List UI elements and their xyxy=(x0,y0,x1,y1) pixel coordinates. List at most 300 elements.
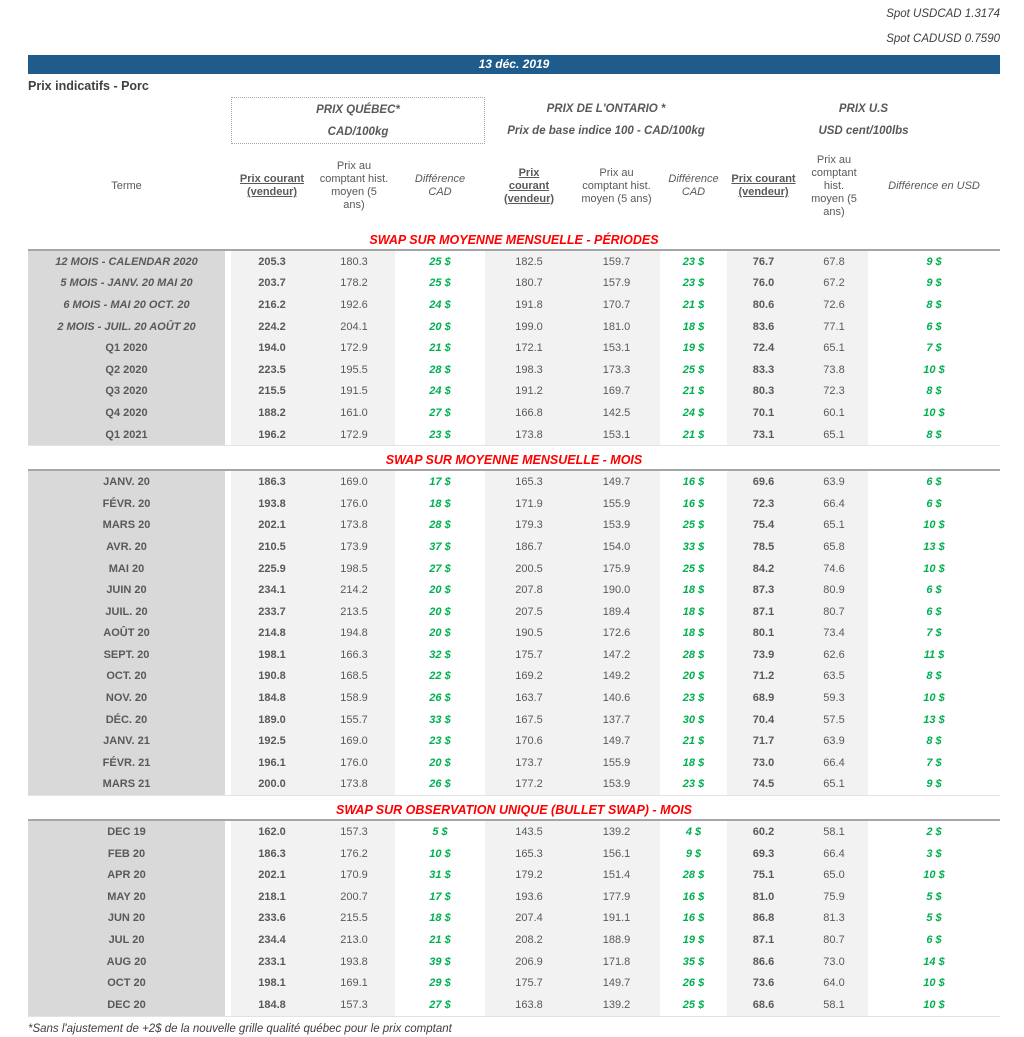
qc-prix-comptant: 195.5 xyxy=(313,359,395,381)
row-terme: JANV. 20 xyxy=(28,471,225,493)
us-difference-usd: 10 $ xyxy=(923,977,945,990)
qc-difference-cad: 18 $ xyxy=(429,912,451,925)
us-prix-courant: 80.6 xyxy=(727,294,800,316)
on-difference-cad: 18 $ xyxy=(682,627,705,640)
qc-prix-comptant: 173.8 xyxy=(313,774,395,796)
qc-prix-comptant: 193.8 xyxy=(313,951,395,973)
us-prix-comptant: 57.5 xyxy=(800,709,868,731)
qc-prix-courant: 225.9 xyxy=(231,558,313,580)
on-prix-comptant: 142.5 xyxy=(573,402,660,424)
on-prix-comptant: 173.3 xyxy=(573,359,660,381)
us-group-unit: USD cent/100lbs xyxy=(818,125,909,137)
table-row xyxy=(28,402,1000,424)
qc-difference-cad: 24 $ xyxy=(429,385,451,398)
qc-difference-cad: 33 $ xyxy=(429,713,451,726)
on-prix-comptant: 156.1 xyxy=(573,843,660,865)
us-prix-comptant: 65.1 xyxy=(800,337,868,359)
on-difference-cad: 25 $ xyxy=(682,998,705,1011)
on-difference-cad: 24 $ xyxy=(682,406,705,419)
us-prix-comptant: 66.4 xyxy=(800,752,868,774)
on-difference-cad: 19 $ xyxy=(682,342,705,355)
qc-prix-courant: 205.3 xyxy=(231,251,313,273)
qc-courant-header: Prix courant (vendeur) xyxy=(239,173,305,198)
table-row xyxy=(28,294,1000,316)
us-prix-comptant: 58.1 xyxy=(800,994,868,1016)
qc-prix-comptant: 215.5 xyxy=(313,908,395,930)
table-row xyxy=(28,359,1000,381)
on-prix-courant: 173.8 xyxy=(485,424,573,446)
us-prix-courant: 68.9 xyxy=(727,687,800,709)
us-difference-usd: 8 $ xyxy=(926,428,942,441)
date-banner xyxy=(28,55,1000,74)
on-difference-cad: 23 $ xyxy=(682,778,705,791)
table-row xyxy=(28,424,1000,446)
us-group-header xyxy=(727,97,1000,144)
qc-prix-comptant: 169.0 xyxy=(313,471,395,493)
on-difference-cad: 21 $ xyxy=(682,428,705,441)
qc-prix-courant: 233.7 xyxy=(231,601,313,623)
row-terme: FEB 20 xyxy=(28,843,225,865)
us-difference-usd: 7 $ xyxy=(926,627,942,640)
on-difference-cad: 18 $ xyxy=(682,320,705,333)
on-prix-comptant: 177.9 xyxy=(573,886,660,908)
qc-prix-courant: 210.5 xyxy=(231,536,313,558)
us-difference-usd: 14 $ xyxy=(923,955,945,968)
us-prix-comptant: 59.3 xyxy=(800,687,868,709)
us-difference-usd: 10 $ xyxy=(923,869,945,882)
us-prix-comptant: 58.1 xyxy=(800,821,868,843)
qc-prix-comptant: 180.3 xyxy=(313,251,395,273)
qc-prix-courant: 202.1 xyxy=(231,864,313,886)
us-difference-usd: 9 $ xyxy=(926,255,942,268)
on-difference-cad: 9 $ xyxy=(685,847,702,860)
row-terme: Q1 2021 xyxy=(28,424,225,446)
on-prix-comptant: 149.7 xyxy=(573,471,660,493)
table-row xyxy=(28,623,1000,645)
on-prix-comptant: 139.2 xyxy=(573,821,660,843)
on-difference-cad: 26 $ xyxy=(682,977,705,990)
on-prix-courant: 163.8 xyxy=(485,994,573,1016)
on-prix-comptant: 170.7 xyxy=(573,294,660,316)
us-difference-usd: 5 $ xyxy=(926,890,942,903)
on-difference-cad: 16 $ xyxy=(682,497,705,510)
qc-difference-cad: 20 $ xyxy=(429,627,451,640)
qc-prix-courant: 202.1 xyxy=(231,515,313,537)
qc-prix-courant: 200.0 xyxy=(231,774,313,796)
on-difference-cad: 23 $ xyxy=(682,255,705,268)
quebec-group-unit: CAD/100kg xyxy=(327,126,389,138)
table-row xyxy=(28,536,1000,558)
ontario-group-header xyxy=(485,97,727,144)
qc-difference-cad: 31 $ xyxy=(429,869,451,882)
table-row xyxy=(28,251,1000,273)
us-prix-comptant: 73.0 xyxy=(800,951,868,973)
on-prix-comptant: 149.7 xyxy=(573,972,660,994)
on-prix-courant: 163.7 xyxy=(485,687,573,709)
on-prix-comptant: 140.6 xyxy=(573,687,660,709)
qc-difference-cad: 27 $ xyxy=(429,562,451,575)
qc-prix-comptant: 176.2 xyxy=(313,843,395,865)
section-block xyxy=(28,249,1000,446)
on-prix-comptant: 137.7 xyxy=(573,709,660,731)
qc-prix-courant: 196.1 xyxy=(231,752,313,774)
us-prix-courant: 75.4 xyxy=(727,515,800,537)
us-prix-comptant: 63.9 xyxy=(800,471,868,493)
qc-prix-courant: 198.1 xyxy=(231,644,313,666)
qc-difference-cad: 28 $ xyxy=(429,519,451,532)
qc-prix-courant: 162.0 xyxy=(231,821,313,843)
on-difference-cad: 28 $ xyxy=(682,648,705,661)
us-prix-comptant: 72.3 xyxy=(800,381,868,403)
table-row xyxy=(28,821,1000,843)
us-prix-courant: 78.5 xyxy=(727,536,800,558)
table-row xyxy=(28,951,1000,973)
us-prix-comptant: 63.9 xyxy=(800,730,868,752)
us-difference-usd: 10 $ xyxy=(923,363,945,376)
us-prix-comptant: 63.5 xyxy=(800,666,868,688)
us-prix-comptant: 73.8 xyxy=(800,359,868,381)
spot-usdcad: Spot USDCAD 1.3174 xyxy=(886,8,1000,20)
us-difference-header: Différence en USD xyxy=(888,179,980,192)
row-terme: Q2 2020 xyxy=(28,359,225,381)
qc-prix-courant: 189.0 xyxy=(231,709,313,731)
on-difference-cad: 33 $ xyxy=(682,540,705,553)
us-difference-usd: 6 $ xyxy=(926,476,942,489)
on-prix-courant: 191.8 xyxy=(485,294,573,316)
us-difference-usd: 5 $ xyxy=(926,912,942,925)
qc-difference-cad: 29 $ xyxy=(429,977,451,990)
qc-difference-cad: 20 $ xyxy=(429,756,451,769)
on-difference-cad: 18 $ xyxy=(682,605,705,618)
qc-prix-courant: 190.8 xyxy=(231,666,313,688)
row-terme: MARS 20 xyxy=(28,515,225,537)
us-difference-usd: 10 $ xyxy=(923,406,945,419)
on-prix-comptant: 147.2 xyxy=(573,644,660,666)
qc-prix-comptant: 173.8 xyxy=(313,515,395,537)
qc-difference-cad: 39 $ xyxy=(429,955,451,968)
qc-prix-courant: 203.7 xyxy=(231,273,313,295)
on-difference-cad: 30 $ xyxy=(682,713,705,726)
on-prix-comptant: 155.9 xyxy=(573,752,660,774)
qc-prix-courant: 196.2 xyxy=(231,424,313,446)
qc-difference-cad: 27 $ xyxy=(429,406,451,419)
qc-prix-courant: 192.5 xyxy=(231,730,313,752)
row-terme: Q1 2020 xyxy=(28,337,225,359)
table-row xyxy=(28,908,1000,930)
qc-prix-comptant: 178.2 xyxy=(313,273,395,295)
us-prix-comptant: 80.9 xyxy=(800,579,868,601)
on-prix-courant: 179.2 xyxy=(485,864,573,886)
table-row xyxy=(28,774,1000,796)
on-prix-courant: 173.7 xyxy=(485,752,573,774)
on-prix-courant: 165.3 xyxy=(485,471,573,493)
us-difference-usd: 13 $ xyxy=(923,713,945,726)
on-prix-courant: 143.5 xyxy=(485,821,573,843)
us-prix-comptant: 65.1 xyxy=(800,774,868,796)
qc-difference-cad: 17 $ xyxy=(429,476,451,489)
us-difference-usd: 10 $ xyxy=(923,562,945,575)
us-courant-header: Prix courant (vendeur) xyxy=(731,173,796,198)
table-row xyxy=(28,730,1000,752)
us-difference-usd: 11 $ xyxy=(923,648,945,661)
on-prix-comptant: 191.1 xyxy=(573,908,660,930)
on-prix-courant: 170.6 xyxy=(485,730,573,752)
table-row xyxy=(28,843,1000,865)
qc-prix-courant: 218.1 xyxy=(231,886,313,908)
on-prix-comptant: 153.9 xyxy=(573,515,660,537)
on-prix-courant: 175.7 xyxy=(485,644,573,666)
us-prix-comptant: 66.4 xyxy=(800,843,868,865)
us-prix-courant: 60.2 xyxy=(727,821,800,843)
section-title: SWAP SUR MOYENNE MENSUELLE - MOIS xyxy=(385,453,643,468)
us-prix-comptant: 60.1 xyxy=(800,402,868,424)
us-prix-courant: 87.3 xyxy=(727,579,800,601)
on-prix-courant: 175.7 xyxy=(485,972,573,994)
section-block xyxy=(28,819,1000,1016)
table-row xyxy=(28,752,1000,774)
us-difference-usd: 9 $ xyxy=(926,277,942,290)
on-difference-header: Différence CAD xyxy=(668,173,719,198)
on-prix-courant: 172.1 xyxy=(485,337,573,359)
us-difference-usd: 8 $ xyxy=(926,298,942,311)
us-difference-usd: 6 $ xyxy=(926,497,942,510)
us-difference-usd: 13 $ xyxy=(923,540,945,553)
on-prix-comptant: 153.9 xyxy=(573,774,660,796)
on-difference-cad: 19 $ xyxy=(682,934,705,947)
qc-difference-cad: 28 $ xyxy=(429,363,451,376)
row-terme: FÉVR. 20 xyxy=(28,493,225,515)
table-row xyxy=(28,687,1000,709)
on-prix-courant: 167.5 xyxy=(485,709,573,731)
us-prix-courant: 69.3 xyxy=(727,843,800,865)
on-difference-cad: 16 $ xyxy=(682,476,705,489)
us-prix-courant: 73.1 xyxy=(727,424,800,446)
table-row xyxy=(28,316,1000,338)
qc-difference-cad: 25 $ xyxy=(429,277,451,290)
row-terme: SEPT. 20 xyxy=(28,644,225,666)
qc-prix-comptant: 169.0 xyxy=(313,730,395,752)
us-difference-usd: 9 $ xyxy=(926,778,942,791)
on-prix-courant: 179.3 xyxy=(485,515,573,537)
us-difference-usd: 6 $ xyxy=(926,584,942,597)
on-comptant-header: Prix au comptant hist. moyen (5 ans) xyxy=(581,166,652,205)
us-prix-comptant: 73.4 xyxy=(800,623,868,645)
on-prix-comptant: 149.2 xyxy=(573,666,660,688)
quebec-group-header xyxy=(231,97,485,144)
qc-difference-cad: 21 $ xyxy=(429,342,451,355)
us-prix-comptant: 65.1 xyxy=(800,424,868,446)
qc-prix-comptant: 204.1 xyxy=(313,316,395,338)
on-difference-cad: 35 $ xyxy=(682,955,705,968)
table-row xyxy=(28,381,1000,403)
row-terme: MARS 21 xyxy=(28,774,225,796)
page-title: Prix indicatifs - Porc xyxy=(28,79,149,93)
on-difference-cad: 18 $ xyxy=(682,584,705,597)
ontario-group-unit: Prix de base indice 100 - CAD/100kg xyxy=(507,125,705,137)
us-prix-comptant: 81.3 xyxy=(800,908,868,930)
qc-prix-courant: 193.8 xyxy=(231,493,313,515)
table-row xyxy=(28,601,1000,623)
qc-difference-cad: 5 $ xyxy=(432,826,448,839)
qc-prix-comptant: 214.2 xyxy=(313,579,395,601)
qc-difference-cad: 23 $ xyxy=(429,428,451,441)
row-terme: Q3 2020 xyxy=(28,381,225,403)
qc-prix-comptant: 213.0 xyxy=(313,929,395,951)
qc-difference-cad: 21 $ xyxy=(429,934,451,947)
on-prix-courant: 171.9 xyxy=(485,493,573,515)
table-row xyxy=(28,273,1000,295)
on-prix-courant: 191.2 xyxy=(485,381,573,403)
on-difference-cad: 16 $ xyxy=(682,912,705,925)
qc-prix-courant: 214.8 xyxy=(231,623,313,645)
row-terme: JUN 20 xyxy=(28,908,225,930)
us-prix-courant: 83.6 xyxy=(727,316,800,338)
qc-prix-courant: 194.0 xyxy=(231,337,313,359)
on-prix-courant: 207.8 xyxy=(485,579,573,601)
us-difference-usd: 8 $ xyxy=(926,670,942,683)
on-prix-courant: 169.2 xyxy=(485,666,573,688)
table-row xyxy=(28,709,1000,731)
on-difference-cad: 25 $ xyxy=(682,562,705,575)
us-prix-courant: 86.6 xyxy=(727,951,800,973)
us-prix-courant: 70.1 xyxy=(727,402,800,424)
on-difference-cad: 4 $ xyxy=(685,826,702,839)
us-prix-comptant: 74.6 xyxy=(800,558,868,580)
on-difference-cad: 28 $ xyxy=(682,869,705,882)
row-terme: DÉC. 20 xyxy=(28,709,225,731)
on-prix-courant: 190.5 xyxy=(485,623,573,645)
on-difference-cad: 25 $ xyxy=(682,363,705,376)
qc-prix-comptant: 200.7 xyxy=(313,886,395,908)
us-prix-courant: 71.2 xyxy=(727,666,800,688)
on-courant-header: Prix courant (vendeur) xyxy=(503,166,555,205)
table-row xyxy=(28,493,1000,515)
us-prix-comptant: 62.6 xyxy=(800,644,868,666)
qc-difference-cad: 23 $ xyxy=(429,735,451,748)
table-row xyxy=(28,972,1000,994)
qc-comptant-header: Prix au comptant hist. moyen (5 ans) xyxy=(319,160,389,211)
row-terme: AOÛT 20 xyxy=(28,623,225,645)
qc-prix-comptant: 192.6 xyxy=(313,294,395,316)
qc-difference-cad: 22 $ xyxy=(429,670,451,683)
on-prix-comptant: 171.8 xyxy=(573,951,660,973)
report-date: 13 déc. 2019 xyxy=(478,57,550,71)
qc-difference-cad: 20 $ xyxy=(429,320,451,333)
us-prix-comptant: 72.6 xyxy=(800,294,868,316)
on-prix-courant: 193.6 xyxy=(485,886,573,908)
spot-cadusd: Spot CADUSD 0.7590 xyxy=(886,33,1000,45)
qc-prix-courant: 198.1 xyxy=(231,972,313,994)
on-difference-cad: 23 $ xyxy=(682,692,705,705)
us-prix-courant: 76.0 xyxy=(727,273,800,295)
on-prix-comptant: 155.9 xyxy=(573,493,660,515)
row-terme: 12 MOIS - CALENDAR 2020 xyxy=(28,251,225,273)
qc-prix-comptant: 198.5 xyxy=(313,558,395,580)
on-prix-comptant: 159.7 xyxy=(573,251,660,273)
qc-difference-cad: 25 $ xyxy=(429,255,451,268)
on-prix-comptant: 139.2 xyxy=(573,994,660,1016)
us-prix-courant: 72.3 xyxy=(727,493,800,515)
on-difference-cad: 16 $ xyxy=(682,890,705,903)
footnote: *Sans l'ajustement de +2$ de la nouvelle grille qualité québec pour le prix comptant xyxy=(28,1022,452,1035)
us-prix-courant: 68.6 xyxy=(727,994,800,1016)
qc-prix-courant: 184.8 xyxy=(231,687,313,709)
on-prix-comptant: 169.7 xyxy=(573,381,660,403)
qc-prix-courant: 223.5 xyxy=(231,359,313,381)
qc-prix-comptant: 194.8 xyxy=(313,623,395,645)
us-difference-usd: 7 $ xyxy=(926,342,942,355)
on-prix-comptant: 151.4 xyxy=(573,864,660,886)
row-terme: MAI 20 xyxy=(28,558,225,580)
qc-difference-cad: 27 $ xyxy=(429,998,451,1011)
qc-prix-courant: 215.5 xyxy=(231,381,313,403)
on-difference-cad: 25 $ xyxy=(682,519,705,532)
us-difference-usd: 7 $ xyxy=(926,756,942,769)
qc-difference-cad: 10 $ xyxy=(429,847,451,860)
table-body xyxy=(28,233,1000,1017)
qc-prix-comptant: 169.1 xyxy=(313,972,395,994)
qc-prix-comptant: 157.3 xyxy=(313,821,395,843)
section-block xyxy=(28,469,1000,796)
on-prix-courant: 177.2 xyxy=(485,774,573,796)
us-prix-courant: 83.3 xyxy=(727,359,800,381)
row-terme: 2 MOIS - JUIL. 20 AOÛT 20 xyxy=(28,316,225,338)
on-prix-comptant: 149.7 xyxy=(573,730,660,752)
qc-prix-courant: 186.3 xyxy=(231,471,313,493)
on-prix-comptant: 188.9 xyxy=(573,929,660,951)
qc-prix-comptant: 172.9 xyxy=(313,424,395,446)
us-difference-usd: 6 $ xyxy=(926,320,942,333)
column-header-row xyxy=(28,146,1000,226)
on-prix-courant: 199.0 xyxy=(485,316,573,338)
us-difference-usd: 10 $ xyxy=(923,519,945,532)
table-row xyxy=(28,579,1000,601)
us-difference-usd: 10 $ xyxy=(923,692,945,705)
on-prix-courant: 182.5 xyxy=(485,251,573,273)
qc-prix-comptant: 158.9 xyxy=(313,687,395,709)
table-row xyxy=(28,666,1000,688)
table-row xyxy=(28,864,1000,886)
qc-prix-comptant: 157.3 xyxy=(313,994,395,1016)
us-prix-comptant: 65.0 xyxy=(800,864,868,886)
row-terme: 5 MOIS - JANV. 20 MAI 20 xyxy=(28,273,225,295)
qc-prix-comptant: 173.9 xyxy=(313,536,395,558)
qc-prix-courant: 234.4 xyxy=(231,929,313,951)
qc-prix-comptant: 155.7 xyxy=(313,709,395,731)
row-terme: FÉVR. 21 xyxy=(28,752,225,774)
us-prix-courant: 69.6 xyxy=(727,471,800,493)
us-prix-comptant: 75.9 xyxy=(800,886,868,908)
on-prix-comptant: 157.9 xyxy=(573,273,660,295)
row-terme: OCT. 20 xyxy=(28,666,225,688)
section-title: SWAP SUR MOYENNE MENSUELLE - PÉRIODES xyxy=(369,233,659,247)
us-prix-courant: 80.3 xyxy=(727,381,800,403)
row-terme: JUIN 20 xyxy=(28,579,225,601)
on-difference-cad: 21 $ xyxy=(682,385,705,398)
section-title: SWAP SUR OBSERVATION UNIQUE (BULLET SWAP) - MOIS xyxy=(335,803,693,818)
us-difference-usd: 6 $ xyxy=(926,605,942,618)
us-prix-courant: 73.9 xyxy=(727,644,800,666)
on-prix-courant: 207.4 xyxy=(485,908,573,930)
group-header-row xyxy=(28,97,1000,144)
qc-difference-cad: 18 $ xyxy=(429,497,451,510)
on-difference-cad: 23 $ xyxy=(682,277,705,290)
us-difference-usd: 8 $ xyxy=(926,385,942,398)
us-prix-comptant: 77.1 xyxy=(800,316,868,338)
qc-difference-header: Différence CAD xyxy=(414,173,466,198)
us-prix-comptant: 67.2 xyxy=(800,273,868,295)
qc-prix-comptant: 170.9 xyxy=(313,864,395,886)
